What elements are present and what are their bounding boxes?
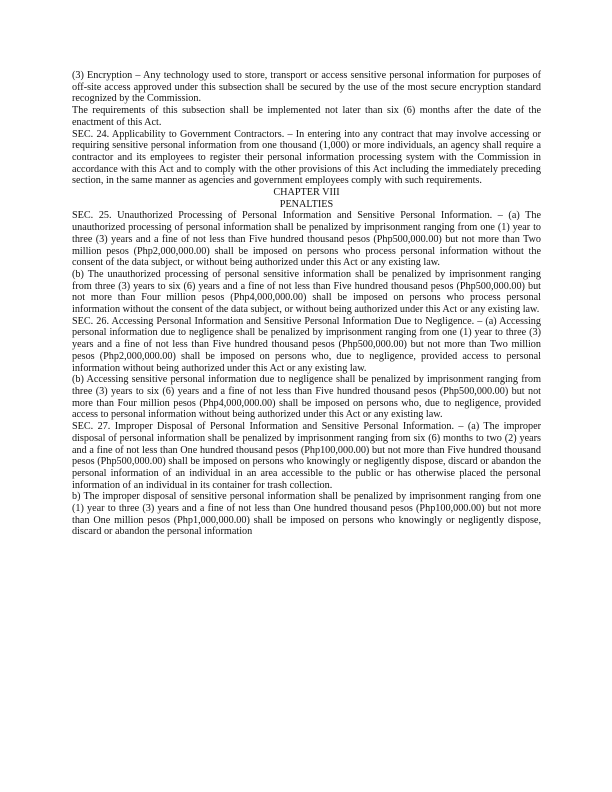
paragraph-sec-25-a: SEC. 25. Unauthorized Processing of Personal Information and Sensitive Personal Information. – (a) The unauthorized processing of personal information shall be penalized by imprisonment ranging from one (1) year to three (3) years and a fine of not less than Five hundred thousand pesos (Php500,000.00) but not more than Two million pesos (Php2,000,000.00) shall be imposed on persons who process personal information without the consent of the data subject, or without being authorized under this Act or any existing law. [72, 210, 541, 269]
paragraph-encryption: (3) Encryption – Any technology used to store, transport or access sensitive personal information for purposes of off-site access approved under this subsection shall be secured by the use of the most secure encryption standard recognized by the Commission. [72, 70, 541, 105]
paragraph-sec-25-b: (b) The unauthorized processing of personal sensitive information shall be penalized by imprisonment ranging from three (3) years to six (6) years and a fine of not less than Five hundred thousand pesos (Php500,000.00) but not more than Four million pesos (Php4,000,000.00) shall be imposed on persons who process personal information without the consent of the data subject, or without being authorized under this Act or any existing law. [72, 268, 541, 316]
chapter-heading: CHAPTER VIII [273, 187, 340, 199]
paragraph-sec-24: SEC. 24. Applicability to Government Contractors. – In entering into any contract that may involve accessing or requiring sensitive personal information from one thousand (1,000) or more individuals, an agency shall require a contractor and its employees to register their personal information processing system with the Commission in accordance with this Act and to comply with the other provisions of this Act including the immediately preceding section, in the same manner as agencies and government employees comply with such requirements. [72, 128, 541, 187]
document-page [72, 70, 541, 538]
paragraph-sec-26-b: (b) Accessing sensitive personal information due to negligence shall be penalized by imprisonment ranging from three (3) years to six (6) years and a fine of not less than Five hundred thousand pesos (Php500,000.00) but not more than Four million pesos (Php4,000,000.00) shall be imposed on persons who, due to negligence, provided access to personal information without being authorized under this Act or any existing law. [72, 374, 541, 421]
chapter-title: PENALTIES [279, 198, 334, 210]
paragraph-sec-27-a: SEC. 27. Improper Disposal of Personal Information and Sensitive Personal Information. – (a) The improper disposal of personal information shall be penalized by imprisonment ranging from six (6) months to two (2) years and a fine of not less than One hundred thousand pesos (Php100,000.00) but not more than Five hundred thousand pesos (Php500,000.00) shall be imposed on persons who knowingly or negligently dispose, discard or abandon the personal information of an individual in an area accessible to the public or has otherwise placed the personal information of an individual in its container for trash collection. [72, 421, 541, 491]
paragraph-implementation-deadline: The requirements of this subsection shall be implemented not later than six (6) months after the date of the enactment of this Act. [72, 105, 541, 128]
paragraph-sec-27-b: b) The improper disposal of sensitive personal information shall be penalized by imprisonment ranging from one (1) year to three (3) years and a fine of not less than One hundred thousand pesos (Php100,000.00) but not more than One million pesos (Php1,000,000.00) shall be imposed on persons who knowingly or negligently dispose, discard or abandon the personal information [72, 491, 541, 538]
paragraph-sec-26-a: SEC. 26. Accessing Personal Information and Sensitive Personal Information Due to Negligence. – (a) Accessing personal information due to negligence shall be penalized by imprisonment ranging from one (1) year to three (3) years and a fine of not less than Five hundred thousand pesos (Php500,000.00) but not more than Two million pesos (Php2,000,000.00) shall be imposed on persons who, due to negligence, provided access to personal information without being authorized under this Act or any existing law. [72, 315, 541, 374]
